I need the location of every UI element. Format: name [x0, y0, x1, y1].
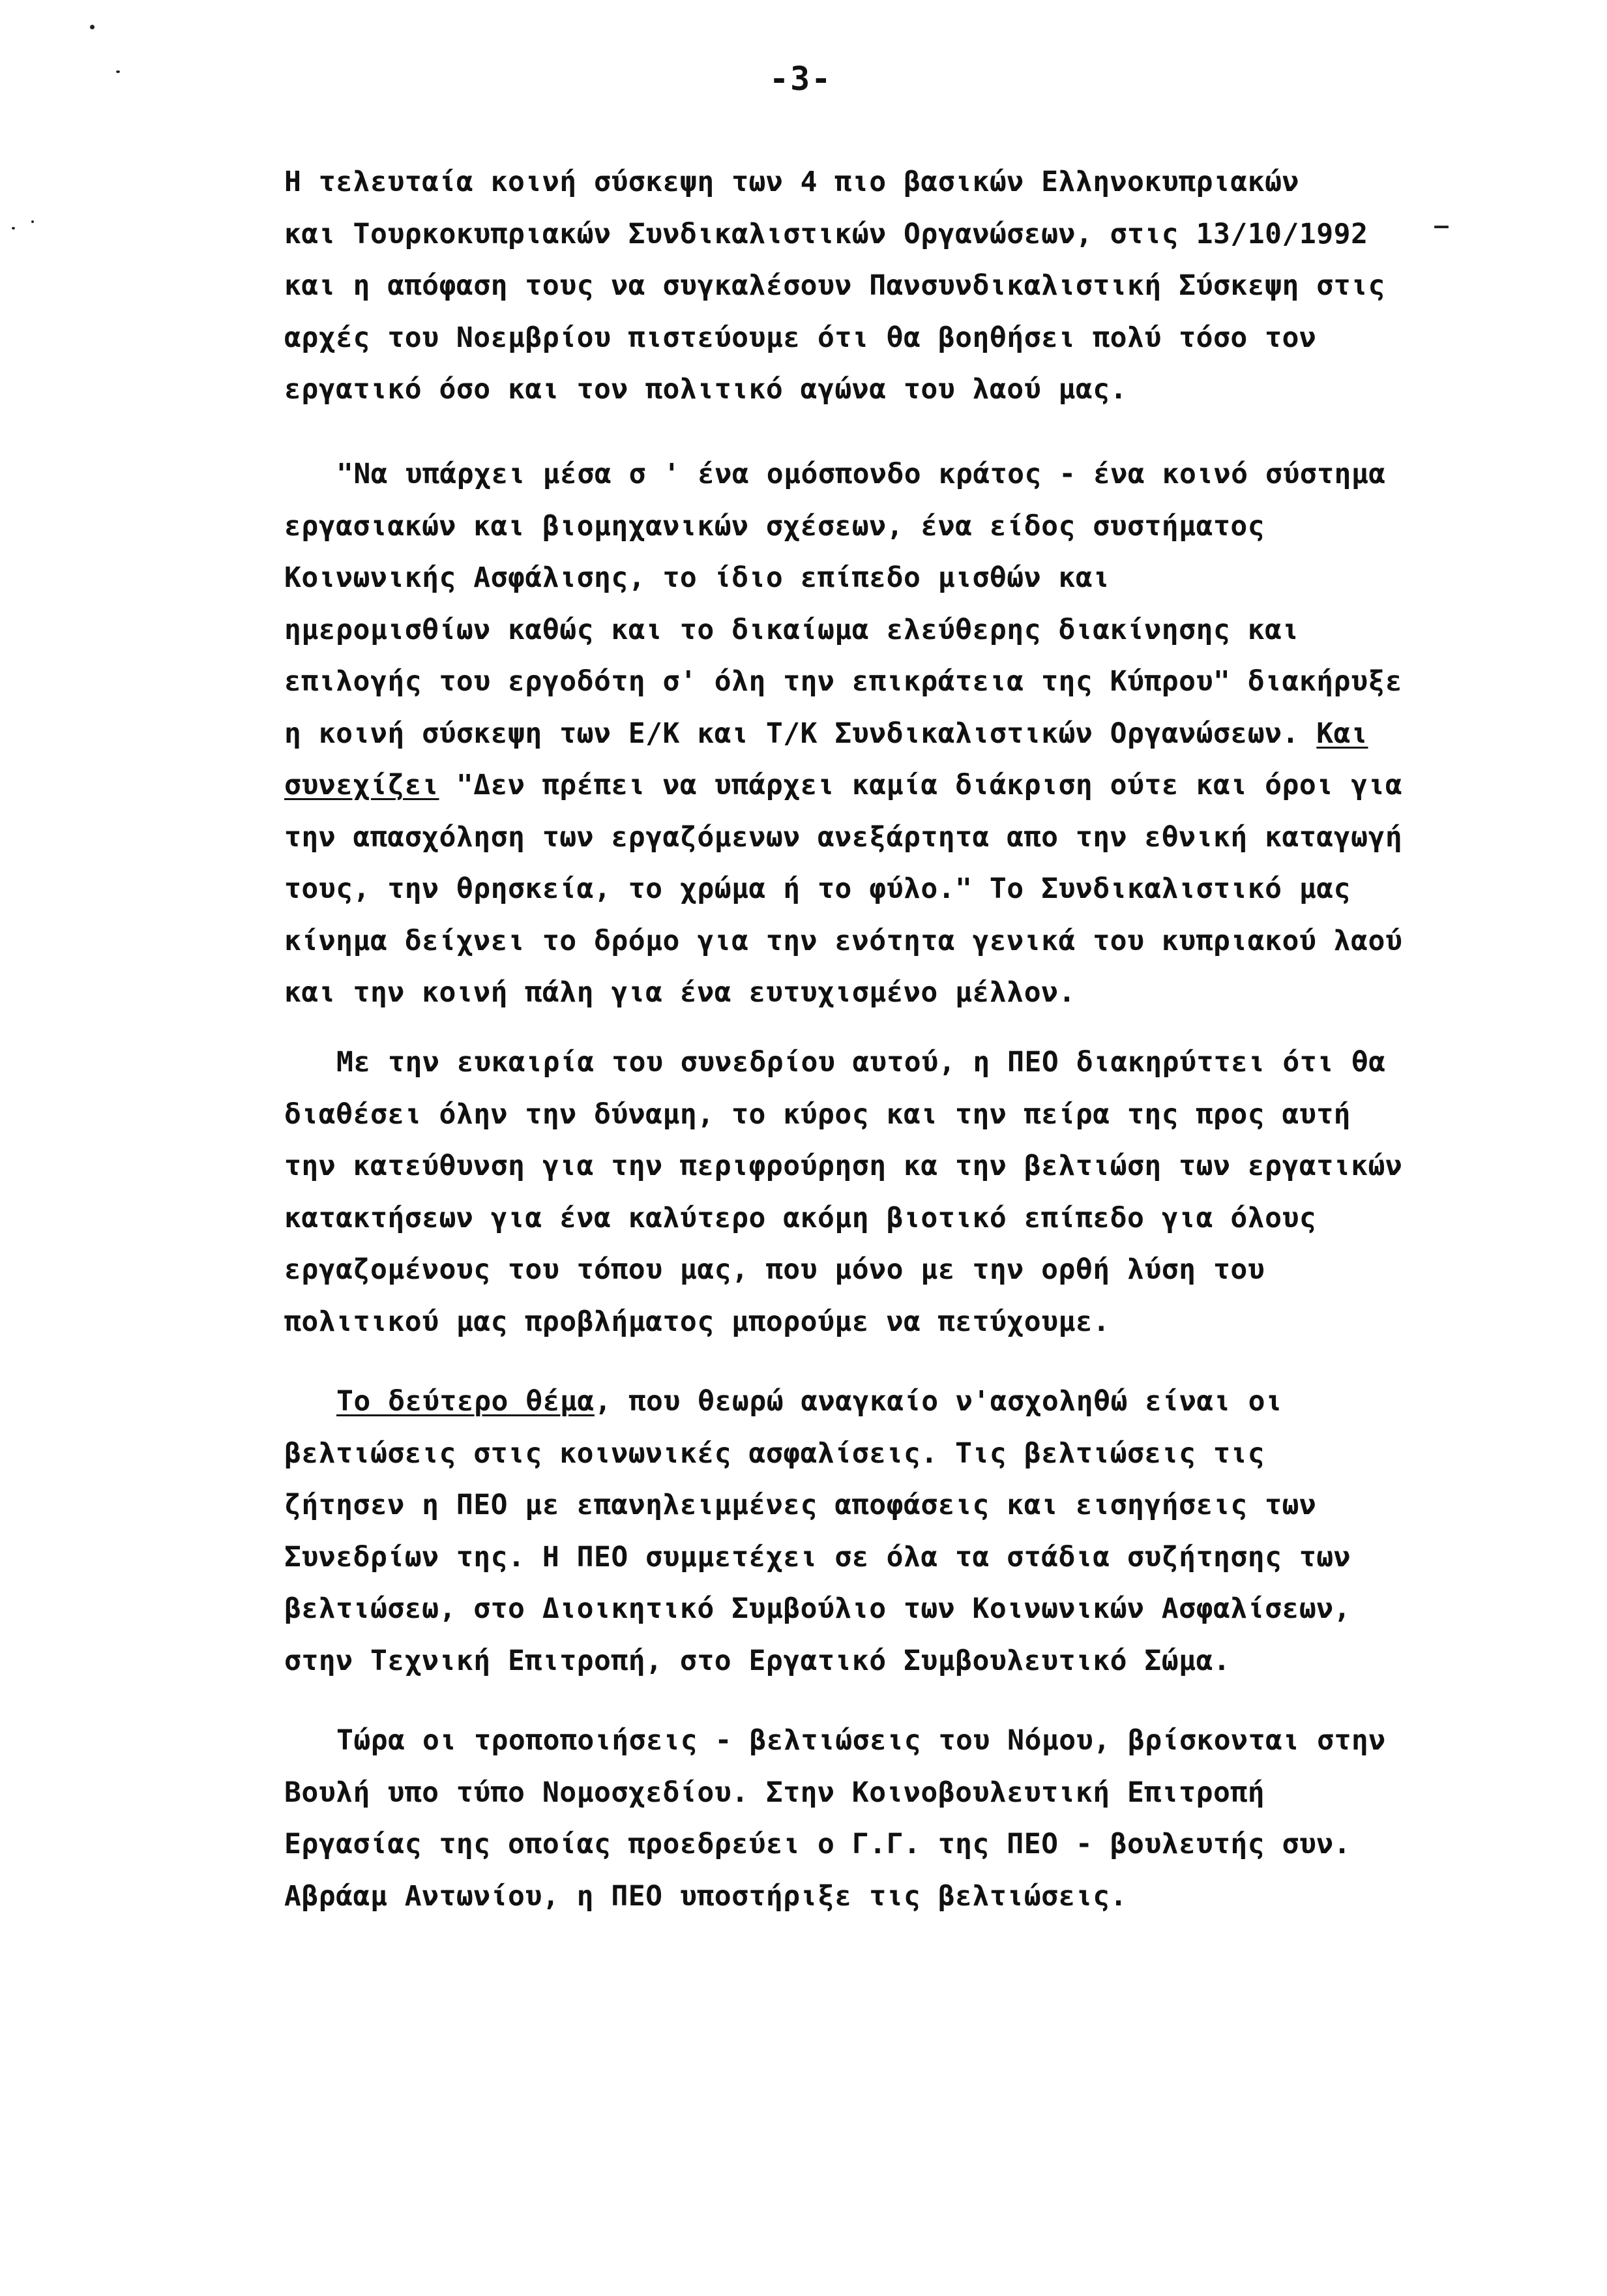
text-line: εργατικό όσο και τον πολιτικό αγώνα του λαού μας.: [284, 373, 1128, 406]
scan-speck: [90, 25, 95, 29]
text-line: Κοινωνικής Ασφάλισης, το ίδιο επίπεδο μισθών και: [284, 561, 1110, 594]
text-line: Με την ευκαιρία του συνεδρίου αυτού, η ΠΕΟ διακηρύττει ότι θα: [336, 1046, 1386, 1079]
text-line: ημερομισθίων καθώς και το δικαίωμα ελεύθερης διακίνησης και: [284, 613, 1299, 646]
text-line: και Τουρκοκυπριακών Συνδικαλιστικών Οργανώσεων, στις 13/10/1992: [284, 217, 1368, 250]
text-line: [284, 708, 1368, 760]
underlined-text: Το δεύτερο θέμα: [336, 1385, 595, 1418]
text-line: εργασιακών και βιομηχανικών σχέσεων, ένα είδος συστήματος: [284, 509, 1265, 543]
text-line: αρχές του Νοεμβρίου πιστεύουμε ότι θα βοηθήσει πολύ τόσο τον: [284, 321, 1317, 354]
text-line: Συνεδρίων της. Η ΠΕΟ συμμετέχει σε όλα τα στάδια συζήτησης των: [284, 1540, 1351, 1573]
text-line: Εργασίας της οποίας προεδρεύει ο Γ.Γ. της ΠΕΟ - βουλευτής συν.: [284, 1828, 1351, 1860]
text-line: βελτιώσεις στις κοινωνικές ασφαλίσεις. Τις βελτιώσεις τις: [284, 1437, 1265, 1470]
text-line: επιλογής του εργοδότη σ' όλη την επικράτεια της Κύπρου" διακήρυξε: [284, 665, 1403, 698]
paragraph-1: [284, 157, 1385, 416]
text-line: την απασχόληση των εργαζόμενων ανεξάρτητα απο την εθνική καταγωγή: [284, 820, 1403, 854]
text-segment: , που θεωρώ αναγκαίο ν'ασχοληθώ είναι οι: [594, 1385, 1283, 1418]
text-line: Αβράαμ Αντωνίου, η ΠΕΟ υποστήριξε τις βελτιώσεις.: [284, 1879, 1128, 1913]
scan-speck: [1434, 226, 1449, 228]
text-line: κατακτήσεων για ένα καλύτερο ακόμη βιοτικό επίπεδο για όλους: [284, 1201, 1317, 1234]
paragraph-2: [284, 449, 1403, 1019]
paragraph-4: [284, 1376, 1351, 1687]
text-line: Τώρα οι τροποποιήσεις - βελτιώσεις του Νόμου, βρίσκονται στην: [336, 1724, 1386, 1757]
text-line: "Να υπάρχει μέσα σ ' ένα ομόσπονδο κράτος - ένα κοινό σύστημα: [336, 458, 1386, 490]
text-line: πολιτικού μας προβλήματος μπορούμε να πετύχουμε.: [284, 1305, 1110, 1338]
text-line: εργαζομένους του τόπου μας, που μόνο με την ορθή λύση του: [284, 1253, 1265, 1286]
scan-speck: [31, 220, 34, 223]
text-line: την κατεύθυνση για την περιφρούρηση κα την βελτιώση των εργατικών: [284, 1150, 1403, 1182]
page-number: -3-: [769, 60, 833, 98]
text-line: Βουλή υπο τύπο Νομοσχεδίου. Στην Κοινοβουλευτική Επιτροπή: [284, 1776, 1265, 1809]
text-line: ζήτησεν η ΠΕΟ με επανηλειμμένες αποφάσεις και εισηγήσεις των: [284, 1489, 1317, 1521]
text-line: διαθέσει όλην την δύναμη, το κύρος και την πείρα της προς αυτή: [284, 1097, 1351, 1131]
text-line: και την κοινή πάλη για ένα ευτυχισμένο μέλλον.: [284, 976, 1076, 1009]
text-line: [284, 760, 1403, 812]
text-line: Η τελευταία κοινή σύσκεψη των 4 πιο βασικών Ελληνοκυπριακών: [284, 166, 1299, 198]
paragraph-5: [284, 1715, 1386, 1922]
text-line: τους, την θρησκεία, το χρώμα ή το φύλο." Το Συνδικαλιστικό μας: [284, 872, 1351, 905]
text-line: βελτιώσεω, στο Διοικητικό Συμβούλιο των Κοινωνικών Ασφαλίσεων,: [284, 1592, 1351, 1625]
text-segment: η κοινή σύσκεψη των Ε/Κ και Τ/Κ Συνδικαλιστικών Οργανώσεων.: [284, 717, 1299, 750]
text-line: στην Τεχνική Επιτροπή, στο Εργατικό Συμβουλευτικό Σώμα.: [284, 1644, 1231, 1677]
scan-speck: [116, 70, 120, 73]
text-segment: "Δεν πρέπει να υπάρχει καμία διάκριση ούτε και όροι για: [439, 769, 1403, 801]
underlined-text: Και: [1316, 717, 1368, 750]
text-line: [284, 1376, 1340, 1428]
text-line: κίνημα δείχνει το δρόμο για την ενότητα γενικά του κυπριακού λαού: [284, 924, 1403, 957]
scan-speck: [12, 227, 15, 230]
underlined-text: συνεχίζει: [284, 769, 439, 801]
text-line: και η απόφαση τους να συγκαλέσουν Πανσυνδικαλιστική Σύσκεψη στις: [284, 269, 1385, 302]
paragraph-3: [284, 1037, 1403, 1348]
